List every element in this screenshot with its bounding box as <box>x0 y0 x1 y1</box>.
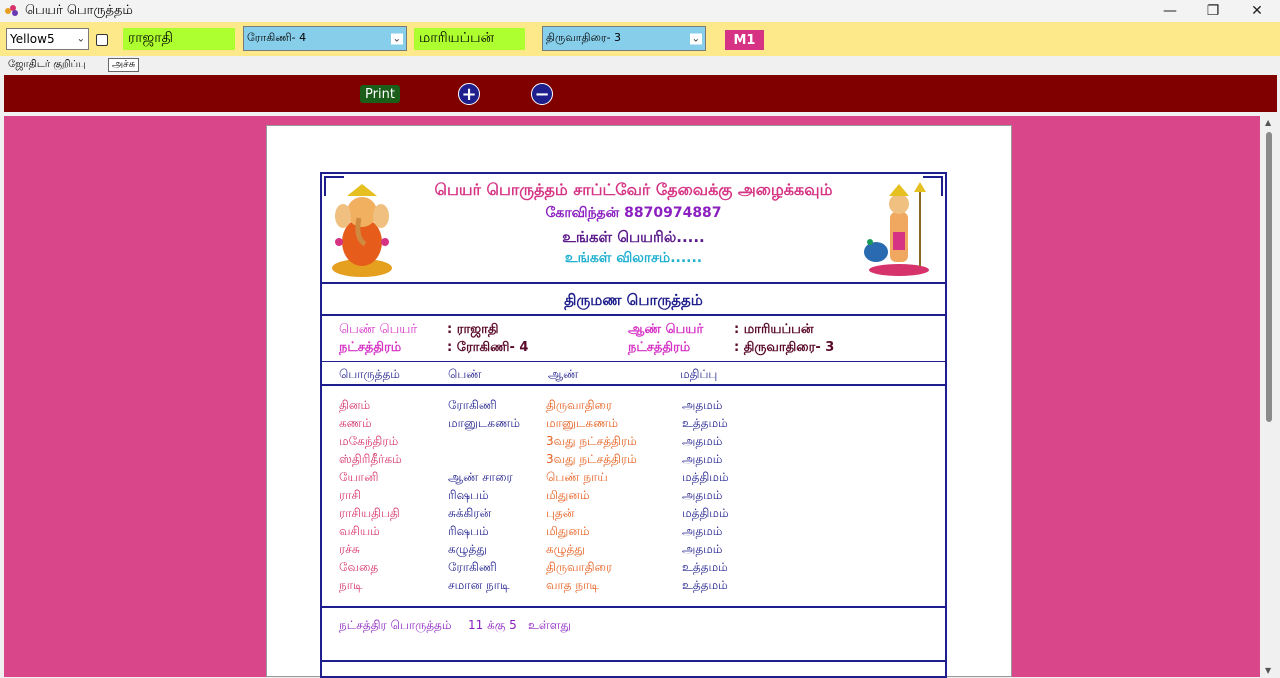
groom-value: 3வது நட்சத்திரம் <box>546 452 637 466</box>
groom-star-value: திருவாதிரை- 3 <box>546 31 622 44</box>
match-result: உத்தமம் <box>682 560 728 574</box>
chevron-down-icon: ⌄ <box>76 33 85 45</box>
summary-result: உள்ளது <box>528 618 571 632</box>
groom-value: வாத நாடி <box>546 578 599 592</box>
match-name: நாடி <box>339 578 363 592</box>
scroll-thumb[interactable] <box>1266 132 1272 422</box>
match-name: வசியம் <box>339 524 380 538</box>
table-row <box>322 452 945 470</box>
bride-value: ரோகிணி <box>448 560 497 574</box>
column-header: ஆண் <box>548 367 579 381</box>
print-small-button[interactable]: அச்சு <box>108 58 139 72</box>
groom-value: புதன் <box>546 506 575 520</box>
scroll-up-icon[interactable]: ▲ <box>1265 118 1272 127</box>
bride-name-label: பெண் பெயர் <box>339 322 418 337</box>
match-name: ரச்சு <box>339 542 360 556</box>
match-name: மகேந்திரம் <box>339 434 399 448</box>
astrologer-note-label: ஜோதிடர் குறிப்பு <box>8 59 86 70</box>
table-row <box>322 560 945 578</box>
match-summary <box>322 608 945 662</box>
table-row <box>322 542 945 560</box>
report-header <box>322 174 945 284</box>
color-select-value: Yellow5 <box>10 32 55 46</box>
section-title: திருமண பொருத்தம் <box>322 284 945 316</box>
report-page <box>266 125 1012 677</box>
header-line-4: உங்கள் விலாசம்...... <box>564 250 703 266</box>
bride-value: கழுத்து <box>448 542 487 556</box>
match-result: உத்தமம் <box>682 578 728 592</box>
match-result: அதமம் <box>682 398 723 412</box>
mode-button[interactable]: M1 <box>725 30 764 50</box>
column-header: பெண் <box>448 367 482 381</box>
table-row <box>322 506 945 524</box>
sub-bar <box>0 56 1280 74</box>
header-line-3: உங்கள் பெயரில்..... <box>562 228 705 246</box>
chevron-down-icon: ⌄ <box>691 33 700 44</box>
column-header: பொருத்தம் <box>339 367 400 381</box>
summary-count: 11 க்கு 5 <box>468 618 517 632</box>
bride-star-value: : ரோகிணி- 4 <box>447 340 529 355</box>
groom-value: 3வது நட்சத்திரம் <box>546 434 637 448</box>
toggle-checkbox[interactable] <box>96 34 108 46</box>
table-row <box>322 470 945 488</box>
match-result: அதமம் <box>682 452 723 466</box>
match-name: ஸ்திரிதீர்கம் <box>339 452 402 466</box>
summary-label: நட்சத்திர பொருத்தம் <box>339 618 452 632</box>
report-frame <box>320 172 947 678</box>
groom-value: மிதுனம் <box>546 488 590 502</box>
window-title: பெயர் பொருத்தம் <box>25 3 133 18</box>
column-header: மதிப்பு <box>680 367 718 381</box>
zoom-out-button[interactable] <box>531 83 553 105</box>
header-line-2: கோவிந்தன் 8870974887 <box>545 205 722 221</box>
match-name: யோனி <box>339 470 379 484</box>
bride-value: ரிஷபம் <box>448 524 489 538</box>
groom-value: மிதுனம் <box>546 524 590 538</box>
table-row <box>322 434 945 452</box>
scroll-down-icon[interactable]: ▼ <box>1265 666 1272 675</box>
table-row <box>322 524 945 542</box>
print-button[interactable]: Print <box>360 85 400 103</box>
bride-star-value: ரோகிணி- 4 <box>247 31 307 44</box>
couple-info <box>322 316 945 362</box>
table-row <box>322 398 945 416</box>
bride-star-select[interactable] <box>243 26 407 51</box>
zoom-in-button[interactable] <box>458 83 480 105</box>
groom-star-select[interactable] <box>542 26 706 51</box>
match-name: தினம் <box>339 398 371 412</box>
groom-value: கழுத்து <box>546 542 585 556</box>
groom-value: பெண் நாய் <box>546 470 608 484</box>
table-row <box>322 578 945 596</box>
match-result: அதமம் <box>682 542 723 556</box>
plus-icon: + <box>461 83 477 105</box>
groom-value: மானுடகணம் <box>546 416 618 430</box>
bride-value: ரோகிணி <box>448 398 497 412</box>
match-name: வேதை <box>339 560 379 574</box>
bride-value: மானுடகணம் <box>448 416 520 430</box>
color-select[interactable] <box>6 28 89 50</box>
match-table <box>322 386 945 608</box>
groom-star-value: : திருவாதிரை- 3 <box>734 340 835 355</box>
maximize-button[interactable]: ❐ <box>1206 3 1220 19</box>
vertical-scrollbar[interactable] <box>1262 116 1276 677</box>
bride-value: சுக்கிரன் <box>448 506 492 520</box>
minus-icon: − <box>534 83 550 105</box>
chevron-down-icon: ⌄ <box>392 33 401 44</box>
match-name: ராசி <box>339 488 361 502</box>
match-result: அதமம் <box>682 434 723 448</box>
table-header <box>322 362 945 386</box>
bride-value: சமான நாடி <box>448 578 510 592</box>
match-result: மத்திமம் <box>682 506 729 520</box>
bride-value: ரிஷபம் <box>448 488 489 502</box>
match-result: அதமம் <box>682 524 723 538</box>
groom-name-value: : மாரியப்பன் <box>734 322 814 337</box>
bride-name-value: : ராஜாதி <box>447 322 499 337</box>
action-bar <box>4 75 1277 112</box>
minimize-button[interactable]: — <box>1163 3 1177 19</box>
match-result: உத்தமம் <box>682 416 728 430</box>
bride-value: ஆண் சாரை <box>448 470 513 484</box>
match-result: மத்திமம் <box>682 470 729 484</box>
table-row <box>322 488 945 506</box>
groom-value: திருவாதிரை <box>546 398 613 412</box>
groom-name-input[interactable]: மாரியப்பன் <box>414 28 525 50</box>
bride-star-label: நட்சத்திரம் <box>339 340 402 355</box>
bride-name-input[interactable]: ராஜாதி <box>123 28 235 50</box>
app-icon <box>5 5 19 17</box>
header-line-1: பெயர் பொருத்தம் சாப்ட்வேர் தேவைக்கு அழைக்கவும் <box>434 180 833 199</box>
groom-name-label: ஆண் பெயர் <box>628 322 704 337</box>
groom-star-label: நட்சத்திரம் <box>628 340 691 355</box>
match-name: ராசியதிபதி <box>339 506 400 520</box>
match-name: கணம் <box>339 416 372 430</box>
match-result: அதமம் <box>682 488 723 502</box>
groom-value: திருவாதிரை <box>546 560 613 574</box>
close-button[interactable]: ✕ <box>1251 3 1263 19</box>
title-bar <box>0 0 1280 22</box>
table-row <box>322 416 945 434</box>
